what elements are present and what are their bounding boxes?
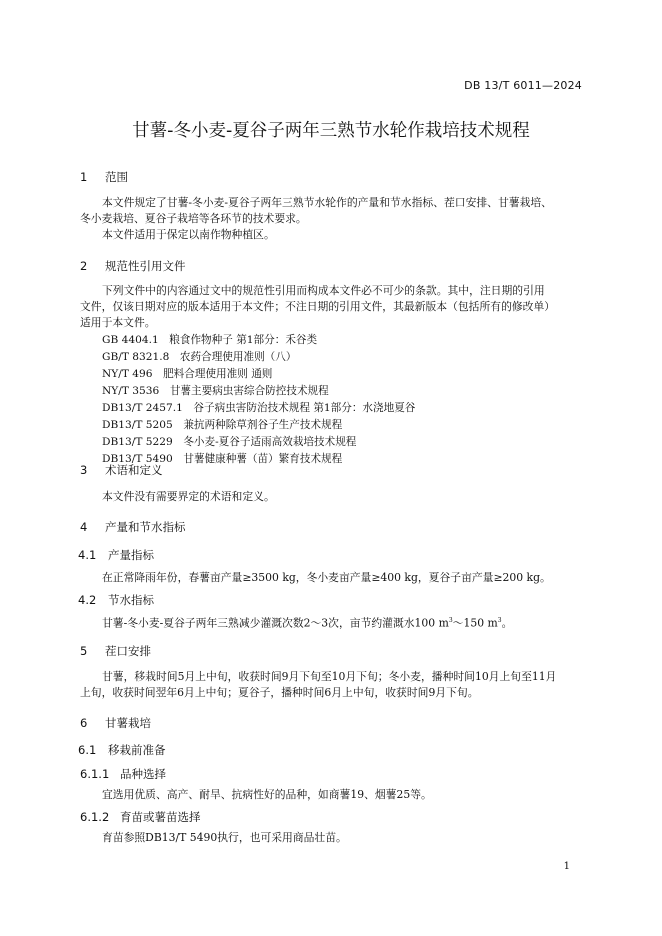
section-number: 2: [80, 259, 88, 273]
text-run: ～150 m: [452, 616, 498, 630]
paragraph: 本文件适用于保定以南作物种植区。: [102, 228, 275, 241]
section-title: 节水指标: [108, 593, 154, 607]
paragraph: 本文件规定了甘薯-冬小麦-夏谷子两年三熟节水轮作的产量和节水指标、茬口安排、甘薯栽培、: [102, 196, 552, 209]
document-title: 甘薯-冬小麦-夏谷子两年三熟节水轮作栽培技术规程: [132, 121, 530, 141]
text-run: 甘薯-冬小麦-夏谷子两年三熟减少灌溉次数2～3次，亩节约灌溉水100 m: [102, 616, 449, 630]
subsection-6-1-heading: [78, 742, 166, 758]
section-title: 范围: [105, 170, 128, 184]
reference-item: GB 4404.1 粮食作物种子 第1部分：禾谷类: [102, 334, 318, 346]
section-title: 产量指标: [108, 548, 154, 562]
section-number: 4: [80, 520, 88, 534]
paragraph: 适用于本文件。: [80, 316, 156, 329]
text-run: 。: [501, 616, 513, 630]
paragraph: 下列文件中的内容通过文中的规范性引用而构成本文件必不可少的条款。其中，注日期的引用: [102, 284, 545, 297]
reference-item: NY/T 3536 甘薯主要病虫害综合防控技术规程: [102, 385, 329, 397]
reference-item: NY/T 496 肥料合理使用准则 通则: [102, 368, 273, 380]
paragraph: 冬小麦栽培、夏谷子栽培等各环节的技术要求。: [80, 212, 307, 225]
section-number: 6.1: [78, 743, 97, 757]
paragraph: [102, 613, 512, 632]
subsection-6-1-2-heading: [80, 809, 201, 825]
section-number: 6: [80, 716, 88, 730]
subsection-4-1-heading: [78, 547, 154, 563]
section-number: 3: [80, 463, 88, 477]
section-title: 茬口安排: [105, 644, 151, 658]
page-number: 1: [563, 861, 570, 872]
superscript: 3: [448, 617, 453, 624]
paragraph: 文件，仅该日期对应的版本适用于本文件；不注日期的引用文件，其最新版本（包括所有的修改单）: [80, 300, 556, 313]
section-number: 6.1.2: [80, 810, 110, 824]
reference-item: DB13/T 5205 兼抗两种除草剂谷子生产技术规程: [102, 419, 343, 431]
paragraph: 宜选用优质、高产、耐旱、抗病性好的品种，如商薯19、烟薯25等。: [102, 788, 432, 801]
reference-item: GB/T 8321.8 农药合理使用准则（八）: [102, 351, 297, 363]
section-title: 甘薯栽培: [105, 716, 151, 730]
section-4-heading: [80, 519, 186, 535]
standard-number: DB 13/T 6011—2024: [464, 79, 582, 92]
section-3-heading: [80, 462, 163, 478]
reference-item: DB13/T 5490 甘薯健康种薯（苗）繁育技术规程: [102, 453, 343, 465]
reference-item: DB13/T 2457.1 谷子病虫害防治技术规程 第1部分：水浇地夏谷: [102, 402, 416, 414]
section-number: 4.2: [78, 593, 97, 607]
section-number: 4.1: [78, 548, 97, 562]
paragraph: 甘薯，移栽时间5月上中旬，收获时间9月下旬至10月下旬；冬小麦，播种时间10月上旬至11月: [102, 670, 557, 683]
subsection-4-2-heading: [78, 592, 154, 608]
section-2-heading: [80, 258, 186, 274]
paragraph: 在正常降雨年份，春薯亩产量≥3500 kg，冬小麦亩产量≥400 kg，夏谷子亩产量≥200 kg。: [102, 571, 551, 584]
section-6-heading: [80, 715, 151, 731]
section-title: 规范性引用文件: [105, 259, 186, 273]
section-title: 育苗或薯苗选择: [120, 810, 201, 824]
section-title: 移栽前准备: [108, 743, 166, 757]
paragraph: 本文件没有需要界定的术语和定义。: [102, 490, 275, 503]
section-number: 1: [80, 170, 88, 184]
section-1-heading: [80, 169, 128, 185]
reference-item: DB13/T 5229 冬小麦-夏谷子适雨高效栽培技术规程: [102, 436, 357, 448]
subsection-6-1-1-heading: [80, 766, 166, 782]
section-title: 术语和定义: [105, 463, 163, 477]
section-title: 产量和节水指标: [105, 520, 186, 534]
section-number: 5: [80, 644, 88, 658]
section-title: 品种选择: [120, 767, 166, 781]
section-number: 6.1.1: [80, 767, 110, 781]
section-5-heading: [80, 643, 151, 659]
paragraph: 育苗参照DB13/T 5490执行，也可采用商品壮苗。: [102, 831, 347, 844]
paragraph: 上旬，收获时间翌年6月上中旬；夏谷子，播种时间6月上中旬，收获时间9月下旬。: [80, 686, 479, 699]
superscript: 3: [497, 617, 502, 624]
